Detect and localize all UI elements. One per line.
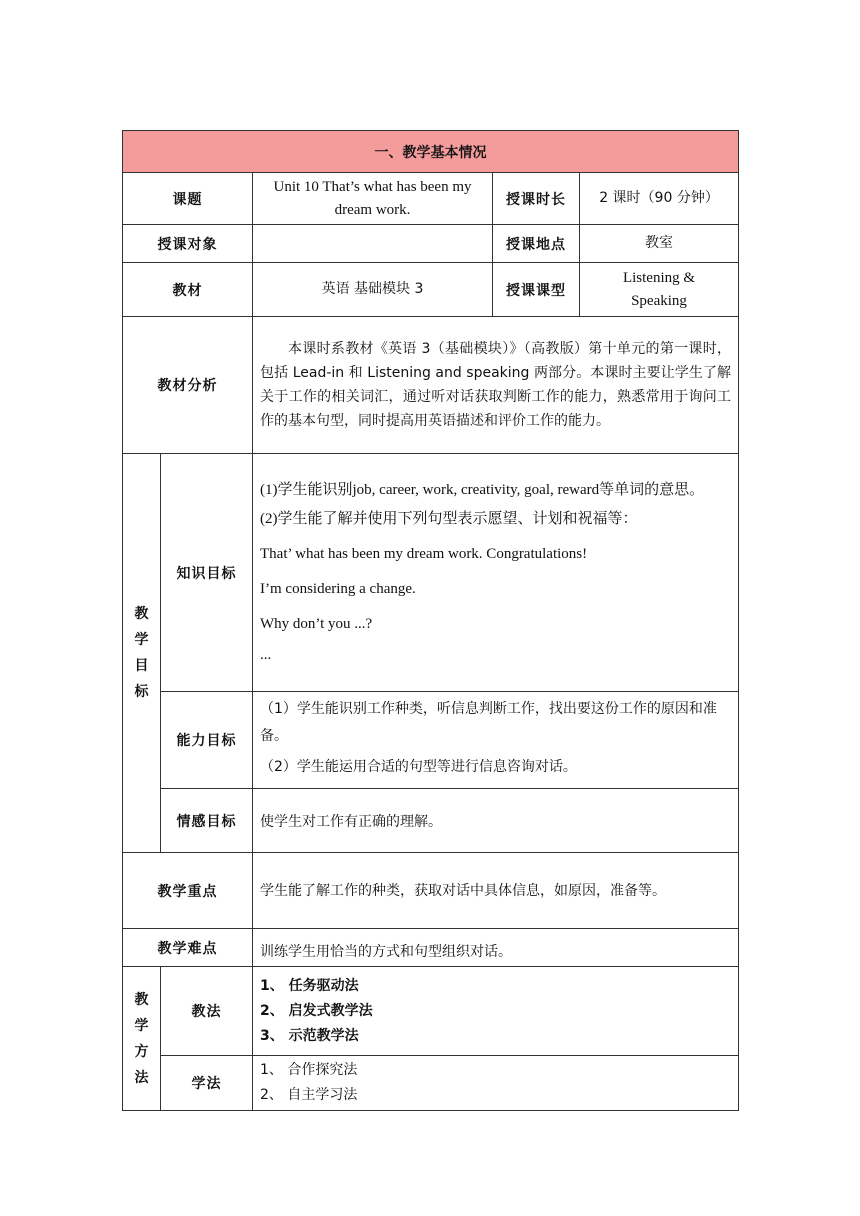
objectives-label: 教 学 目 标 [123,454,161,853]
ability-line: （2）学生能运用合适的句型等进行信息咨询对话。 [260,759,577,775]
audience-label: 授课对象 [123,225,253,263]
methods-label: 教 学 方 法 [123,967,161,1111]
emotion-objective-content [253,789,739,853]
difficulties-text: 训练学生用恰当的方式和句型组织对话。 [253,929,739,967]
section-title: 一、教学基本情况 [123,131,739,173]
textbook-value: 英语 基础模块 3 [253,263,493,317]
knowledge-line: Why don’t you ...? [260,615,373,632]
key-points-label: 教学重点 [123,853,253,929]
ability-objective-content [253,692,739,789]
knowledge-objective-label: 知识目标 [161,454,253,692]
list-item: 3、 示范教学法 [260,1027,359,1044]
ability-line: （1）学生能识别工作种类，听信息判断工作，找出要这份工作的原因和准备。 [260,701,717,744]
audience-value [253,225,493,263]
difficulties-label: 教学难点 [123,929,253,967]
analysis-text-cell [253,317,739,454]
knowledge-objective-content [253,454,739,692]
list-item: 1、 合作探究法 [260,1062,358,1078]
list-item: 2、 自主学习法 [260,1087,358,1103]
teaching-method-label: 教法 [161,967,253,1056]
list-item: 2、 启发式教学法 [260,1002,373,1019]
learning-method-label: 学法 [161,1056,253,1111]
topic-label: 课题 [123,173,253,225]
knowledge-line: ... [260,646,272,663]
emotion-text: 使学生对工作有正确的理解。 [260,813,442,830]
learning-method-list [253,1056,739,1111]
teaching-method-list [253,967,739,1056]
topic-value: Unit 10 That’s what has been my dream work. [253,173,493,225]
key-points-text: 学生能了解工作的种类，获取对话中具体信息，如原因，准备等。 [253,853,739,929]
emotion-objective-label: 情感目标 [161,789,253,853]
duration-value: 2 课时（90 分钟） [580,173,739,225]
location-value: 教室 [580,225,739,263]
lesson-type-value: Listening & Speaking [580,263,739,317]
ability-objective-label: 能力目标 [161,692,253,789]
analysis-label: 教材分析 [123,317,253,454]
knowledge-line: (1)学生能识别job, career, work, creativity, goal, reward等单词的意思。 [260,481,705,498]
knowledge-line: (2)学生能了解并使用下列句型表示愿望、计划和祝福等： [260,510,638,527]
lesson-type-label: 授课课型 [493,263,580,317]
analysis-text: 本课时系教材《英语 3（基础模块）》（高教版）第十单元的第一课时，包括 Lead-in 和 Listening and speaking 两部分。本课时主要让学生了解关于工作的相关词汇，通过听对话获取判断工作的能力，熟悉常用于询问工作的基本句型，同时提高用英语描述和评价工作的能力。 [260,341,732,429]
list-item: 1、 任务驱动法 [260,977,359,994]
knowledge-line: That’ what has been my dream work. Congratulations! [260,545,588,562]
knowledge-line: I’m considering a change. [260,580,416,597]
lesson-plan-table [122,130,739,1111]
duration-label: 授课时长 [493,173,580,225]
textbook-label: 教材 [123,263,253,317]
location-label: 授课地点 [493,225,580,263]
